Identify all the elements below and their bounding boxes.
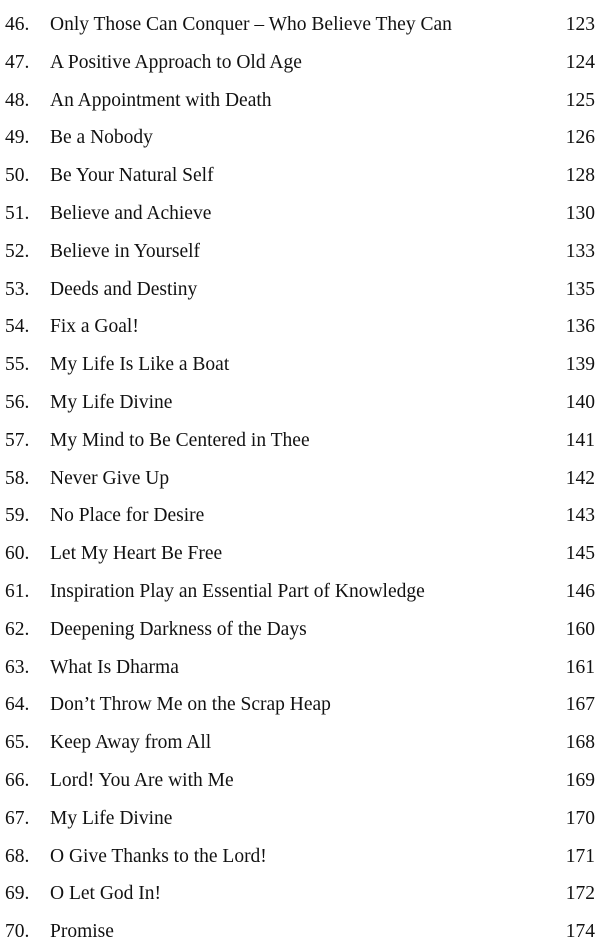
toc-entry-number: 50.	[5, 165, 30, 187]
toc-entry-number: 58.	[5, 467, 30, 489]
toc-entry	[0, 233, 600, 271]
toc-entry-page-number: 161	[565, 656, 595, 678]
toc-entry	[0, 913, 600, 951]
toc-entry	[0, 875, 600, 913]
toc-entry-page-number: 126	[565, 127, 595, 149]
toc-entry-title: Be a Nobody	[50, 127, 153, 149]
toc-entry	[0, 271, 600, 309]
toc-entry-number: 64.	[5, 694, 30, 716]
toc-entry	[0, 460, 600, 498]
toc-entry-page-number: 146	[565, 580, 595, 602]
toc-entry-number: 49.	[5, 127, 30, 149]
toc-entry-number: 53.	[5, 278, 30, 300]
toc-entry-number: 48.	[5, 89, 30, 111]
toc-entry-page-number: 140	[565, 391, 595, 413]
toc-entry-number: 46.	[5, 14, 30, 35]
toc-entry-page-number: 168	[565, 732, 595, 754]
toc-entry	[0, 195, 600, 233]
toc-entry-title: Deeds and Destiny	[50, 278, 198, 300]
toc-entry-page-number: 123	[565, 14, 595, 35]
toc-entry-title: Be Your Natural Self	[50, 165, 214, 187]
toc-entry-page-number: 167	[565, 694, 595, 716]
toc-entry	[0, 119, 600, 157]
toc-entry	[0, 422, 600, 460]
toc-entry-number: 66.	[5, 769, 30, 791]
toc-entry-number: 54.	[5, 316, 30, 338]
toc-entry-number: 61.	[5, 580, 30, 602]
toc-entry-title: Let My Heart Be Free	[50, 543, 223, 565]
toc-entry-number: 52.	[5, 240, 30, 262]
toc-entry-number: 70.	[5, 921, 30, 943]
toc-entry-page-number: 170	[565, 807, 595, 829]
toc-entry-page-number: 171	[565, 845, 595, 867]
toc-entry	[0, 497, 600, 535]
toc-entry	[0, 82, 600, 120]
toc-entry	[0, 649, 600, 687]
toc-entry-title: An Appointment with Death	[50, 89, 272, 111]
toc-entry-title: My Life Divine	[50, 391, 173, 413]
toc-entry	[0, 384, 600, 422]
toc-entry-title: A Positive Approach to Old Age	[50, 51, 302, 73]
toc-entry-title: Deepening Darkness of the Days	[50, 618, 307, 640]
toc-entry-page-number: 125	[565, 89, 595, 111]
toc-entry-number: 69.	[5, 883, 30, 905]
toc-entry-page-number: 135	[565, 278, 595, 300]
toc-entry-number: 55.	[5, 354, 30, 376]
toc-entry-page-number: 141	[565, 429, 595, 451]
toc-entry-title: My Life Is Like a Boat	[50, 354, 230, 376]
toc-entry-page-number: 128	[565, 165, 595, 187]
toc-entry-title: Never Give Up	[50, 467, 170, 489]
toc-entry-title: Fix a Goal!	[50, 316, 139, 338]
toc-entry	[0, 44, 600, 82]
toc-entry-number: 59.	[5, 505, 30, 527]
toc-entry-page-number: 145	[565, 543, 595, 565]
toc-entry-page-number: 142	[565, 467, 595, 489]
toc-entry	[0, 800, 600, 838]
toc-entry-title: My Mind to Be Centered in Thee	[50, 429, 310, 451]
toc-entry	[0, 724, 600, 762]
toc-entry-number: 57.	[5, 429, 30, 451]
toc-entry-number: 67.	[5, 807, 30, 829]
toc-entry-page-number: 133	[565, 240, 595, 262]
toc-entry	[0, 308, 600, 346]
toc-entry-title: Keep Away from All	[50, 732, 212, 754]
toc-entry-page-number: 143	[565, 505, 595, 527]
toc-entry	[0, 346, 600, 384]
toc-entry-page-number: 160	[565, 618, 595, 640]
toc-entry-title: Promise	[50, 921, 114, 943]
toc-entry-title: Don’t Throw Me on the Scrap Heap	[50, 694, 331, 716]
toc-entry-number: 47.	[5, 51, 30, 73]
toc-entry	[0, 573, 600, 611]
toc-entry-page-number: 130	[565, 202, 595, 224]
toc-entry-title: Lord! You Are with Me	[50, 769, 234, 791]
toc-entry	[0, 762, 600, 800]
toc-entry-title: What Is Dharma	[50, 656, 179, 678]
toc-entry-title: Only Those Can Conquer – Who Believe They Can	[50, 14, 452, 35]
toc-entry-title: No Place for Desire	[50, 505, 205, 527]
toc-entry-number: 62.	[5, 618, 30, 640]
toc-entry-number: 68.	[5, 845, 30, 867]
toc-entry	[0, 535, 600, 573]
toc-entry-title: O Let God In!	[50, 883, 162, 905]
toc-entry	[0, 611, 600, 649]
toc-entry-title: My Life Divine	[50, 807, 173, 829]
toc-entry-title: Inspiration Play an Essential Part of Knowledge	[50, 580, 425, 602]
toc-entry-page-number: 124	[565, 51, 595, 73]
toc-entry-number: 60.	[5, 543, 30, 565]
toc-entry-title: Believe in Yourself	[50, 240, 201, 262]
toc-entry-page-number: 172	[565, 883, 595, 905]
toc-entry	[0, 686, 600, 724]
toc-entry-title: Believe and Achieve	[50, 202, 212, 224]
toc-entry-number: 65.	[5, 732, 30, 754]
toc-entry	[0, 838, 600, 876]
toc-entry-page-number: 136	[565, 316, 595, 338]
toc-entry	[0, 157, 600, 195]
toc-entry-page-number: 169	[565, 769, 595, 791]
toc-entry-title: O Give Thanks to the Lord!	[50, 845, 267, 867]
toc-entry-number: 56.	[5, 391, 30, 413]
toc-entry-number: 51.	[5, 202, 30, 224]
toc-entry-number: 63.	[5, 656, 30, 678]
toc-entry-page-number: 139	[565, 354, 595, 376]
toc-entry-page-number: 174	[565, 921, 595, 943]
toc-entry	[0, 6, 600, 44]
table-of-contents	[0, 6, 600, 951]
